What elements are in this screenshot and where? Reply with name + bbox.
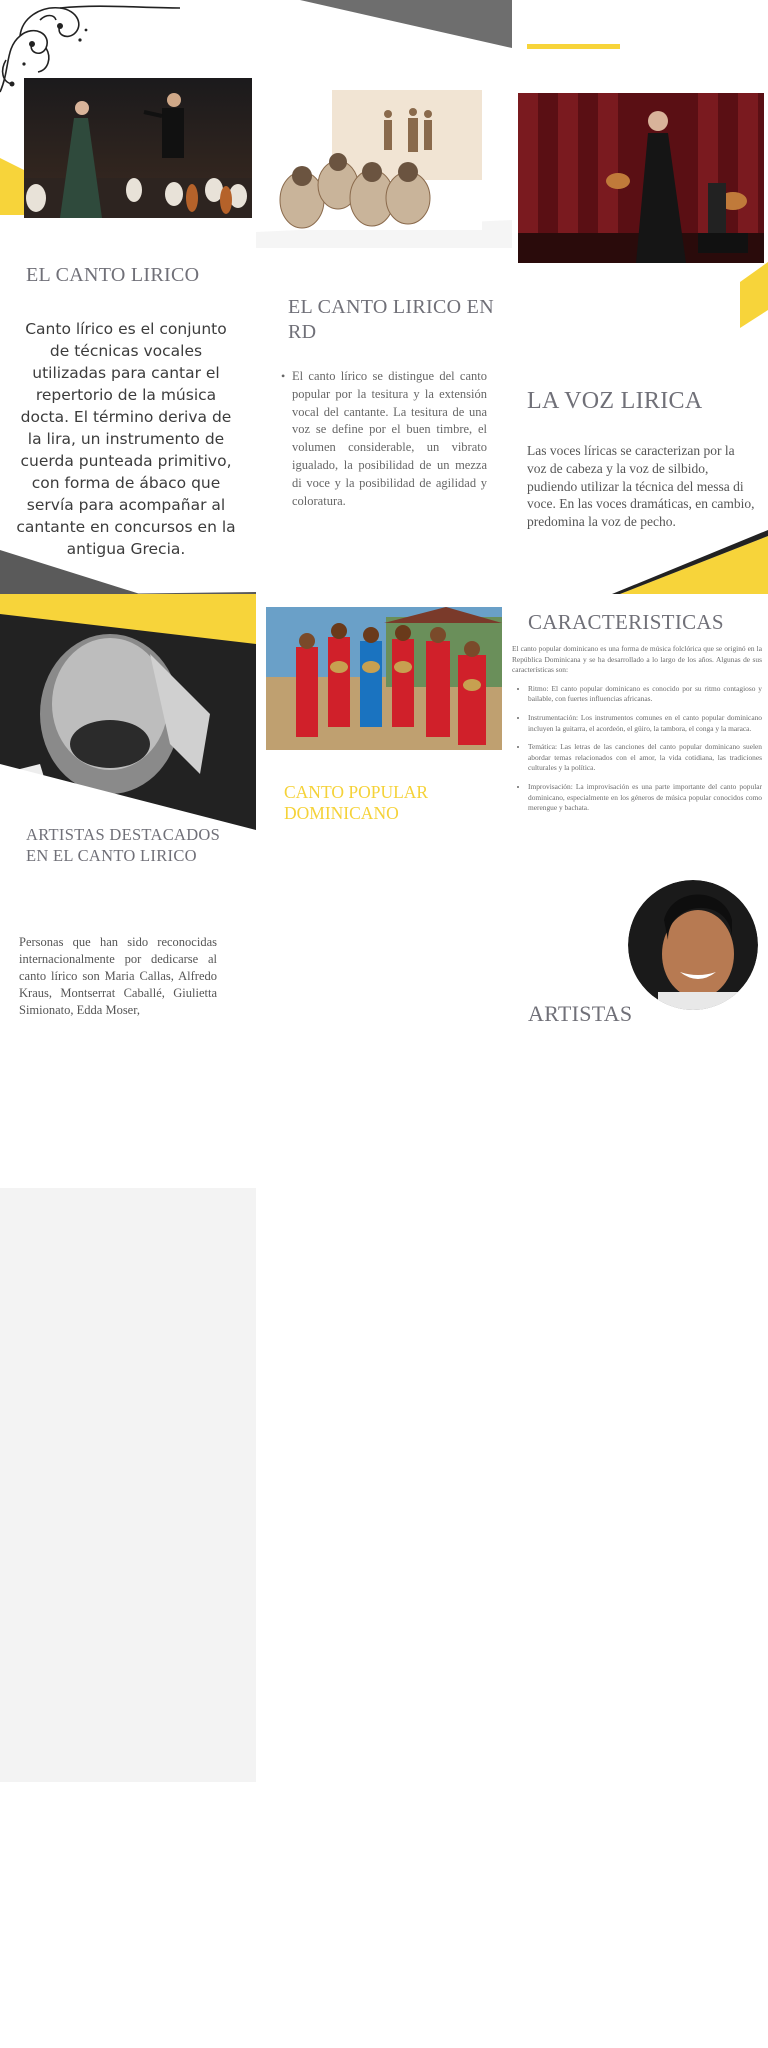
yellow-strip-left	[0, 158, 24, 215]
photo-opera-stage	[24, 78, 252, 218]
bullet-canto-lirico-rd	[281, 368, 487, 510]
bullet-text: El canto lírico se distingue del canto popular por la tesitura y la extensión vocal del cantante. La tesitura de una voz se define por el buen timbre, el volumen considerable, un vibrato igualado, la posibilidad de un mezza di voce y la posibilidad de agilidad y coloratura.	[292, 369, 487, 508]
heading-canto-popular: CANTO POPULAR DOMINICANO	[284, 782, 429, 823]
text-canto-popular-p2: El merengue es probablemente el	[269, 1040, 499, 1056]
text-caracteristicas	[512, 644, 762, 822]
text-canto-popular	[268, 838, 500, 1058]
caracteristicas-list	[512, 684, 762, 814]
list-item: • Improvisación: La improvisación es una parte importante del canto popular dominicano, especialmente en los géneros de música popular conocidos como merengue y bachata.	[528, 782, 762, 814]
heading-canto-lirico: EL CANTO LIRICO	[26, 264, 200, 286]
caracteristicas-intro: El canto popular dominicano es una forma de música folclórica que se originó en la República Dominicana y se ha desarrollado a lo largo de los años. Algunas de sus características son:	[512, 644, 762, 675]
photo-tenor-portrait	[0, 594, 256, 830]
list-item: • Ritmo: El canto popular dominicano es conocido por su ritmo contagioso y bailable, con fuertes influencias africanas.	[528, 684, 762, 705]
photo-folk-group	[266, 607, 502, 750]
yellow-rule	[527, 44, 620, 49]
yellow-block-right	[740, 262, 768, 328]
panel-artistas-destacados	[0, 1782, 256, 2048]
text-voz-lirica: Las voces líricas se caracterizan por la voz de cabeza y la voz de silbido, pudiendo utilizar la técnica del messa di voce. En las voces dramáticas, en cambio, predomina la voz de pecho.	[527, 443, 755, 530]
panel-voz-lirica	[0, 1188, 256, 1782]
text-canto-popular-p1: El canto popular dominicano es un género musical que se originó en la República Dominicana y es conocido por su ritmo contagioso y su alegría. La música popular dominicana tiene una gran variedad de estilos, pero algunos de los más populares son el merengue, la bachata y la salsa.	[271, 840, 497, 1016]
photo-singer-stage	[518, 93, 764, 263]
heading-artistas-destacados: ARTISTAS DESTACADOS EN EL CANTO LIRICO	[26, 825, 221, 865]
photo-singer-portrait	[628, 880, 758, 1010]
illustration-sketch-concert	[272, 80, 482, 230]
heading-voz-lirica: LA VOZ LIRICA	[527, 388, 703, 414]
heading-artistas: ARTISTAS	[528, 1001, 633, 1026]
list-item: • Instrumentación: Los instrumentos comunes en el canto popular dominicano incluyen la guitarra, el acordeón, el güiro, la tambora, el conga y la maraca.	[528, 713, 762, 734]
heading-canto-lirico-rd: EL CANTO LIRICO EN RD	[288, 296, 494, 343]
bullet-dot-icon: •	[281, 369, 286, 383]
text-artistas-destacados: Personas que han sido reconocidas internacionalmente por dedicarse al canto lírico son Maria Callas, Alfredo Kraus, Montserrat Caballé, Giulietta Simionato, Edda Moser,	[19, 935, 217, 1017]
list-item: • Temática: Las letras de las canciones del canto popular dominicano suelen abordar temas relacionados con el amor, la vida cotidiana, las tradiciones culturales y la política.	[528, 742, 762, 774]
gray-triangle-top	[300, 0, 512, 48]
heading-caracteristicas: CARACTERISTICAS	[528, 610, 724, 634]
text-canto-lirico: Canto lírico es el conjunto de técnicas vocales utilizadas para cantar el repertorio de la música docta. El término deriva de la lira, un instrumento de cuerda punteada primitivo, con forma de ábaco que servía para acompañar al cantante en concursos en la antigua Grecia.	[16, 320, 236, 558]
